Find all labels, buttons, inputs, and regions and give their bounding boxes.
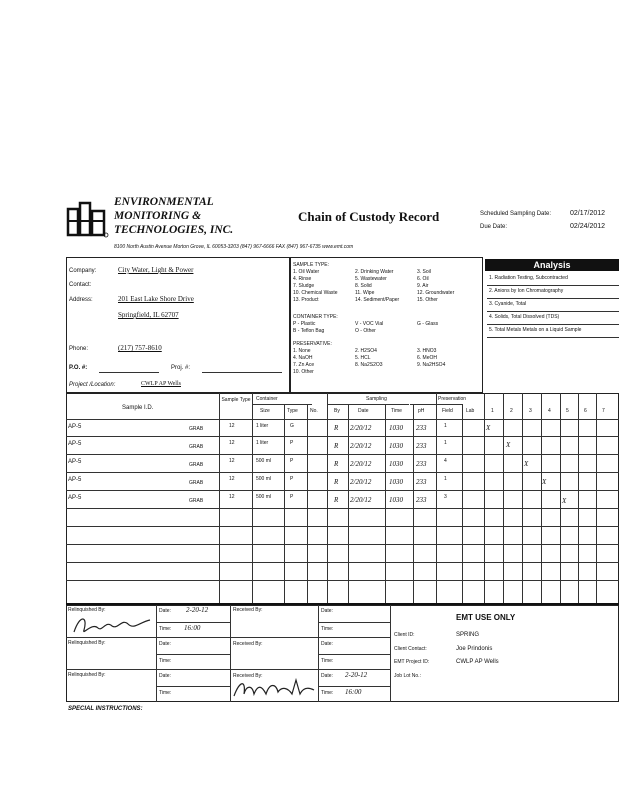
analysis-col-1: 1	[491, 408, 494, 414]
row-sample-id: AP-5	[68, 424, 82, 430]
no-header: No.	[310, 408, 318, 414]
sample-type-code: 10. Chemical Waste	[293, 290, 338, 296]
container-header: Container	[256, 396, 278, 402]
analysis-col-7: 7	[602, 408, 605, 414]
size-header: Size	[260, 408, 270, 414]
company-address: 8100 North Austin Avenue Morton Grove, IL 60053-3203 (847) 967-6666 FAX (847) 967-6735 www.emt.com	[114, 244, 354, 250]
container-type-grid	[293, 321, 479, 335]
relinquished-by-label: Relinquished By:	[68, 672, 106, 678]
company-value: City Water, Light & Power	[118, 266, 194, 274]
row-analysis-mark: X	[524, 460, 529, 468]
type-header: Type	[287, 408, 298, 414]
table-row	[66, 491, 619, 508]
phone-value: (217) 757-8610	[118, 344, 162, 352]
row-time: 1030	[389, 424, 403, 432]
row-kind: GRAB	[189, 444, 204, 450]
row-code: 233	[416, 460, 427, 468]
row-container-type: P	[290, 494, 294, 500]
row-analysis-mark: X	[506, 441, 511, 449]
container-code: P - Plastic	[293, 321, 316, 327]
row-container-type: G	[290, 423, 294, 429]
row-sample-id: AP-5	[68, 459, 82, 465]
row-code: 233	[416, 442, 427, 450]
row-kind: GRAB	[189, 426, 204, 432]
row-container-type: P	[290, 458, 294, 464]
time-label: Time:	[321, 690, 334, 696]
sample-type-grid	[293, 269, 479, 304]
scheduled-date-value: 02/17/2012	[570, 210, 606, 217]
sample-type-code: 3. Soil	[417, 269, 431, 275]
row-field: 1	[444, 476, 447, 482]
row-sample-type: 12	[229, 476, 235, 482]
analysis-col-5: 5	[566, 408, 569, 414]
client-id-label: Client ID:	[394, 632, 415, 638]
row-field: 1	[444, 423, 447, 429]
row-field: 3	[444, 494, 447, 500]
row-sample-id: AP-5	[68, 441, 82, 447]
time-label: Time:	[321, 658, 334, 664]
client-contact-label: Client Contact:	[394, 646, 427, 652]
row-container-type: P	[290, 440, 294, 446]
row-analysis-mark: X	[542, 478, 547, 486]
emt-project-value: CWLP AP Wells	[456, 659, 499, 665]
signature-3	[232, 676, 316, 702]
row-sample-type: 12	[229, 440, 235, 446]
location-value: CWLP AP Wells	[141, 381, 181, 387]
preservative-code: 6. MeOH	[417, 355, 438, 361]
row-by: R	[334, 478, 339, 486]
client-contact-value: Joe Prindonis	[456, 646, 493, 652]
sig1-time: 16:00	[184, 624, 201, 632]
sample-type-title: SAMPLE TYPE:	[293, 262, 330, 268]
row-size: 1 liter	[256, 423, 269, 429]
ph-header: pH	[418, 408, 425, 414]
contact-label: Contact:	[69, 282, 92, 288]
analysis-item: 3. Cyanide, Total	[487, 299, 619, 312]
analysis-item: 1. Radiation Testing, Subcontracted	[487, 273, 619, 286]
sig1-date: 2-20-12	[186, 606, 209, 614]
row-kind: GRAB	[189, 498, 204, 504]
preservative-code: 8. Na2S2O3	[355, 362, 383, 368]
company-name-line3: TECHNOLOGIES, INC.	[114, 224, 234, 236]
analysis-title-bar	[485, 259, 619, 271]
company-name-line2: MONITORING &	[114, 210, 202, 222]
sample-type-code: 12. Groundwater	[417, 290, 455, 296]
date-label: Date:	[321, 641, 333, 647]
container-code: G - Glass	[417, 321, 439, 327]
relinquished-by-label: Relinquished By:	[68, 640, 106, 646]
sample-type-code: 6. Oil	[417, 276, 429, 282]
lab-header: Lab	[466, 408, 475, 414]
preservative-title: PRESERVATIVE:	[293, 341, 332, 347]
row-analysis-mark: X	[562, 497, 567, 505]
sample-type-code: 2. Drinking Water	[355, 269, 394, 275]
row-by: R	[334, 460, 339, 468]
field-header: Field	[442, 408, 453, 414]
proj-label: Proj. #:	[171, 365, 191, 371]
row-size: 500 ml	[256, 476, 272, 482]
signature-1	[70, 612, 154, 638]
sampling-header: Sampling	[366, 396, 387, 402]
row-analysis-mark: X	[486, 424, 491, 432]
received-by-label: Received By:	[233, 673, 263, 679]
row-sample-type: 12	[229, 494, 235, 500]
time-label: Time:	[159, 658, 172, 664]
phone-label: Phone:	[69, 346, 89, 352]
row-field: 1	[444, 440, 447, 446]
table-row	[66, 455, 619, 472]
preservative-code: 4. NaOH	[293, 355, 313, 361]
table-row	[66, 420, 619, 436]
preservative-code: 3. HNO3	[417, 348, 437, 354]
sample-type-code: 9. Air	[417, 283, 429, 289]
emt-project-label: EMT Project ID:	[394, 659, 430, 665]
sample-type-code: 1. Oil Water	[293, 269, 320, 275]
analysis-item: 2. Anions by Ion Chromatography	[487, 286, 619, 299]
row-kind: GRAB	[189, 480, 204, 486]
row-by: R	[334, 496, 339, 504]
date-label: Date:	[159, 641, 171, 647]
table-row	[66, 473, 619, 490]
row-by: R	[334, 424, 339, 432]
received-by-label: Received By:	[233, 641, 263, 647]
row-date: 2/20/12	[350, 478, 372, 486]
time-label: Time:	[159, 626, 172, 632]
sample-type-code: 7. Sludge	[293, 283, 315, 289]
container-type-title: CONTAINER TYPE:	[293, 314, 338, 320]
special-instructions-label: SPECIAL INSTRUCTIONS:	[68, 706, 143, 712]
preservative-code: 7. Zn Ace	[293, 362, 315, 368]
row-size: 1 liter	[256, 440, 269, 446]
analysis-col-3: 3	[529, 408, 532, 414]
sample-id-header: Sample I.D.	[122, 405, 154, 411]
row-code: 233	[416, 478, 427, 486]
address-label: Address:	[69, 297, 93, 303]
preservative-code: 10. Other	[293, 369, 314, 375]
date-label: Date:	[159, 673, 171, 679]
analysis-title: Analysis	[533, 260, 571, 270]
sample-type-code: 4. Rinse	[293, 276, 312, 282]
analysis-col-6: 6	[584, 408, 587, 414]
company-label: Company:	[69, 268, 97, 274]
row-by: R	[334, 442, 339, 450]
container-code: O - Other	[355, 328, 376, 334]
row-size: 500 ml	[256, 494, 272, 500]
row-time: 1030	[389, 460, 403, 468]
date-label: Date:	[321, 673, 333, 679]
sample-type-code: 13. Product	[293, 297, 319, 303]
sample-type-code: 14. Sediment/Paper	[355, 297, 400, 303]
due-date-label: Due Date:	[480, 224, 508, 230]
date-header: Date	[358, 408, 369, 414]
analysis-item: 4. Solids, Total Dissolved (TDS)	[487, 312, 619, 325]
row-time: 1030	[389, 496, 403, 504]
date-label: Date:	[159, 608, 171, 614]
container-code: V - VOC Vial	[355, 321, 384, 327]
sample-type-code: 5. Wastewater	[355, 276, 387, 282]
preservative-grid	[293, 348, 479, 376]
sample-type-code: 8. Solid	[355, 283, 372, 289]
row-time: 1030	[389, 442, 403, 450]
row-date: 2/20/12	[350, 442, 372, 450]
date-label: Date:	[321, 608, 333, 614]
recv3-time: 16:00	[345, 688, 362, 696]
row-date: 2/20/12	[350, 424, 372, 432]
analysis-list	[487, 273, 619, 338]
row-code: 233	[416, 496, 427, 504]
row-size: 500 ml	[256, 458, 272, 464]
row-date: 2/20/12	[350, 496, 372, 504]
relinquished-by-label: Relinquished By:	[68, 607, 106, 613]
scheduled-date-label: Scheduled Sampling Date:	[480, 211, 552, 217]
table-row	[66, 437, 619, 454]
row-kind: GRAB	[189, 462, 204, 468]
emt-logo	[66, 199, 110, 239]
row-container-type: P	[290, 476, 294, 482]
address-line1: 201 East Lake Shore Drive	[118, 295, 194, 303]
row-date: 2/20/12	[350, 460, 372, 468]
by-header: By	[334, 408, 340, 414]
row-code: 233	[416, 424, 427, 432]
po-label: P.O. #:	[69, 365, 88, 371]
sample-type-code: 11. Wipe	[355, 290, 375, 296]
client-id-value: SPRING	[456, 632, 480, 638]
due-date-value: 02/24/2012	[570, 223, 606, 230]
preservative-code: 5. HCL	[355, 355, 371, 361]
sample-type-header: Sample Type	[221, 397, 251, 403]
time-label: Time:	[159, 690, 172, 696]
received-by-label: Received By:	[233, 607, 263, 613]
row-field: 4	[444, 458, 447, 464]
preservative-code: 2. H2SO4	[355, 348, 377, 354]
preservative-code: 1. None	[293, 348, 311, 354]
address-line2: Springfield, IL 62707	[118, 311, 179, 319]
form-title: Chain of Custody Record	[298, 209, 440, 224]
row-sample-id: AP-5	[68, 477, 82, 483]
company-name-line1: ENVIRONMENTAL	[114, 196, 214, 208]
row-sample-type: 12	[229, 423, 235, 429]
location-label: Project /Location:	[69, 382, 116, 388]
sample-type-code: 15. Other	[417, 297, 438, 303]
container-code: B - Teflon Bag	[293, 328, 325, 334]
recv3-date: 2-20-12	[345, 671, 368, 679]
row-sample-id: AP-5	[68, 495, 82, 501]
job-lot-label: Job Lot No.:	[394, 673, 421, 679]
time-header: Time	[391, 408, 402, 414]
analysis-item: 5. Total Metals Metals on a Liquid Sample	[487, 325, 619, 338]
row-time: 1030	[389, 478, 403, 486]
time-label: Time:	[321, 626, 334, 632]
preservative-code: 9. Na2HSO4	[417, 362, 446, 368]
analysis-col-4: 4	[548, 408, 551, 414]
preservation-header: Preservation	[438, 396, 467, 402]
analysis-col-2: 2	[510, 408, 513, 414]
emt-use-only-title: EMT USE ONLY	[456, 613, 516, 622]
row-sample-type: 12	[229, 458, 235, 464]
